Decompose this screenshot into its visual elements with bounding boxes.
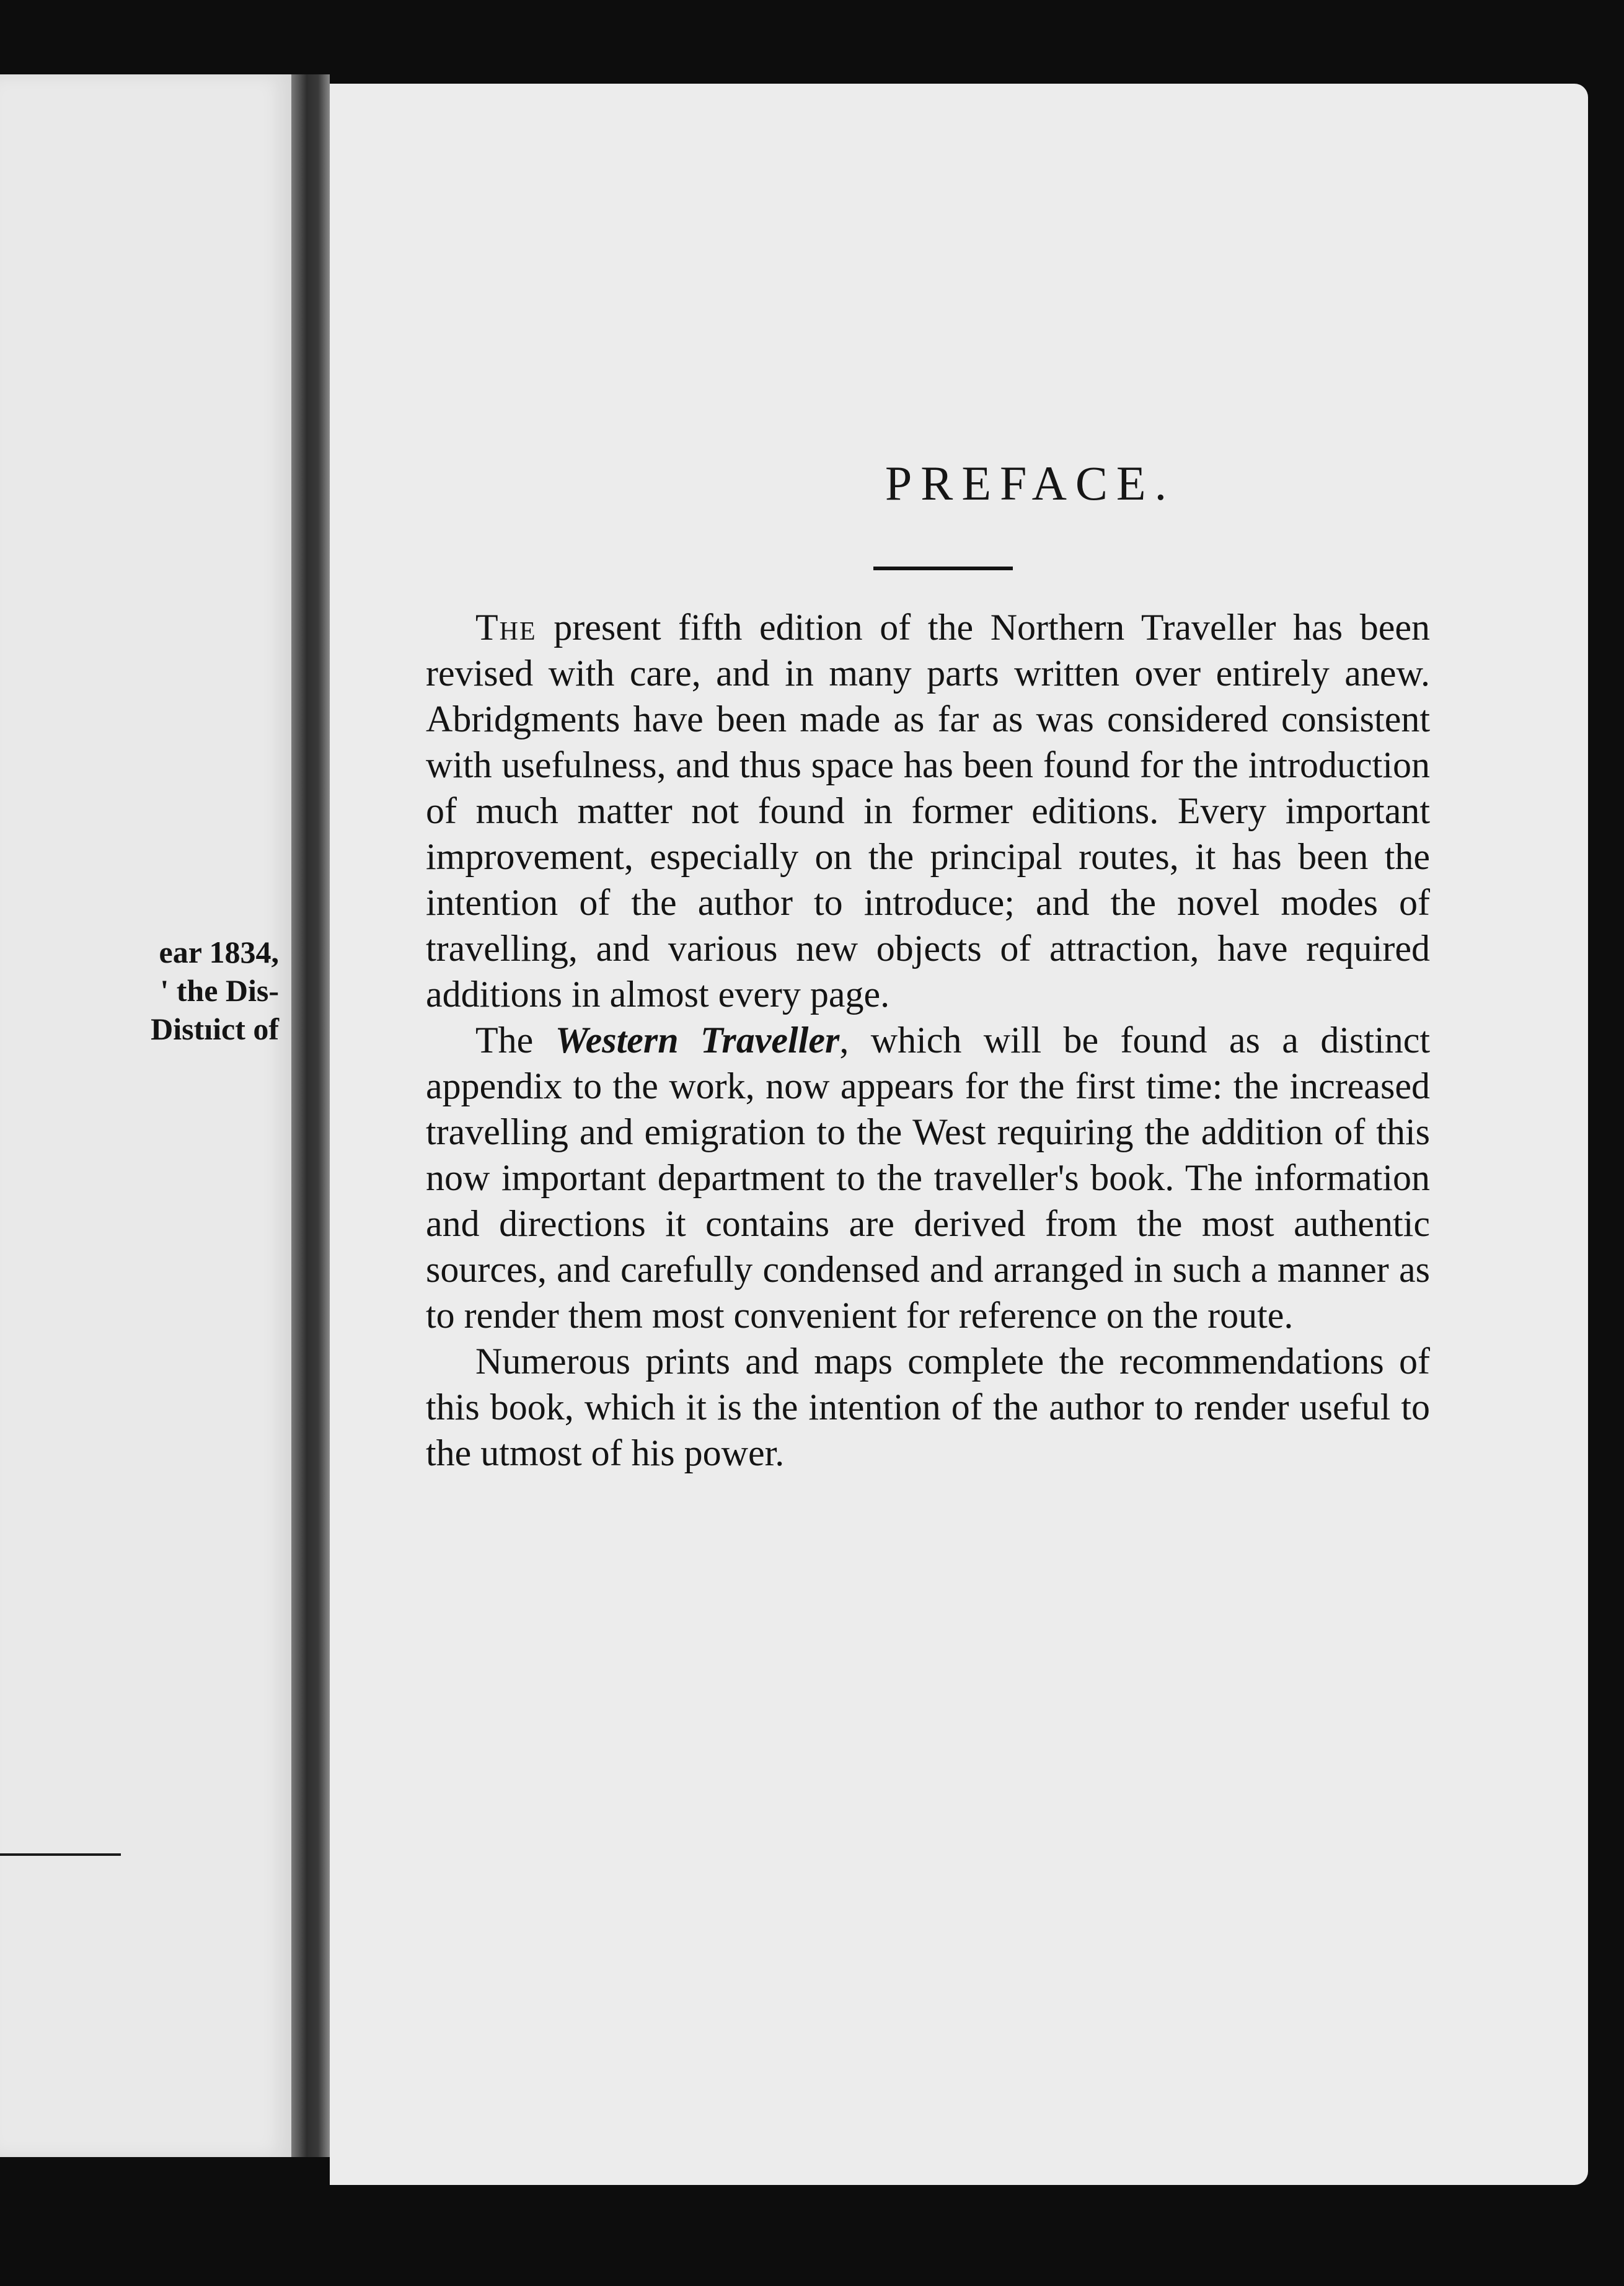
paragraph-3-text: Numerous prints and maps complete the recommendations of this book, which it is the intention of the author to render useful to the utmost of his power. — [426, 1341, 1430, 1473]
paragraph-1-lead: The — [475, 607, 537, 648]
right-page — [330, 84, 1588, 2185]
paragraph-1-text: present fifth edition of the Northern Traveller has been revised with care, and in many parts written over entirely anew. Abridgments have been made as far as was considered consistent with usefulness, and thus space has been found for the introduction of much matter not found in former editions. Every important improvement, especially on the principal routes, it has been the intention of the author to introduce; and the novel modes of travelling, and various new objects of attraction, have required additions in almost every page. — [426, 607, 1430, 1015]
book-gutter — [291, 74, 330, 2157]
paragraph-2-text: , which will be found as a distinct appendix to the work, now appears for the first time: the increased travelling and emigration to the West requiring the addition of this now important department to the traveller's book. The information and directions it contains are derived from the most authentic sources, and carefully condensed and arranged in such a manner as to render them most convenient for reference on the route. — [426, 1020, 1430, 1336]
western-traveller-title: Western Traveller — [555, 1020, 840, 1061]
paragraph-2-lead: The — [475, 1020, 555, 1061]
left-page-text-fragment — [151, 933, 279, 1048]
left-page — [0, 74, 291, 2157]
page-title: PREFACE. — [885, 456, 1176, 510]
left-fragment-line-3: Distıict of — [151, 1012, 279, 1046]
left-page-rule — [0, 1853, 121, 1856]
preface-body — [426, 604, 1430, 1476]
title-rule — [873, 567, 1013, 570]
paragraph-1 — [426, 604, 1430, 1017]
paragraph-2 — [426, 1017, 1430, 1338]
left-fragment-line-2: ' the Dis- — [160, 973, 279, 1008]
paragraph-3 — [426, 1338, 1430, 1476]
left-fragment-line-1: ear 1834, — [159, 935, 279, 969]
